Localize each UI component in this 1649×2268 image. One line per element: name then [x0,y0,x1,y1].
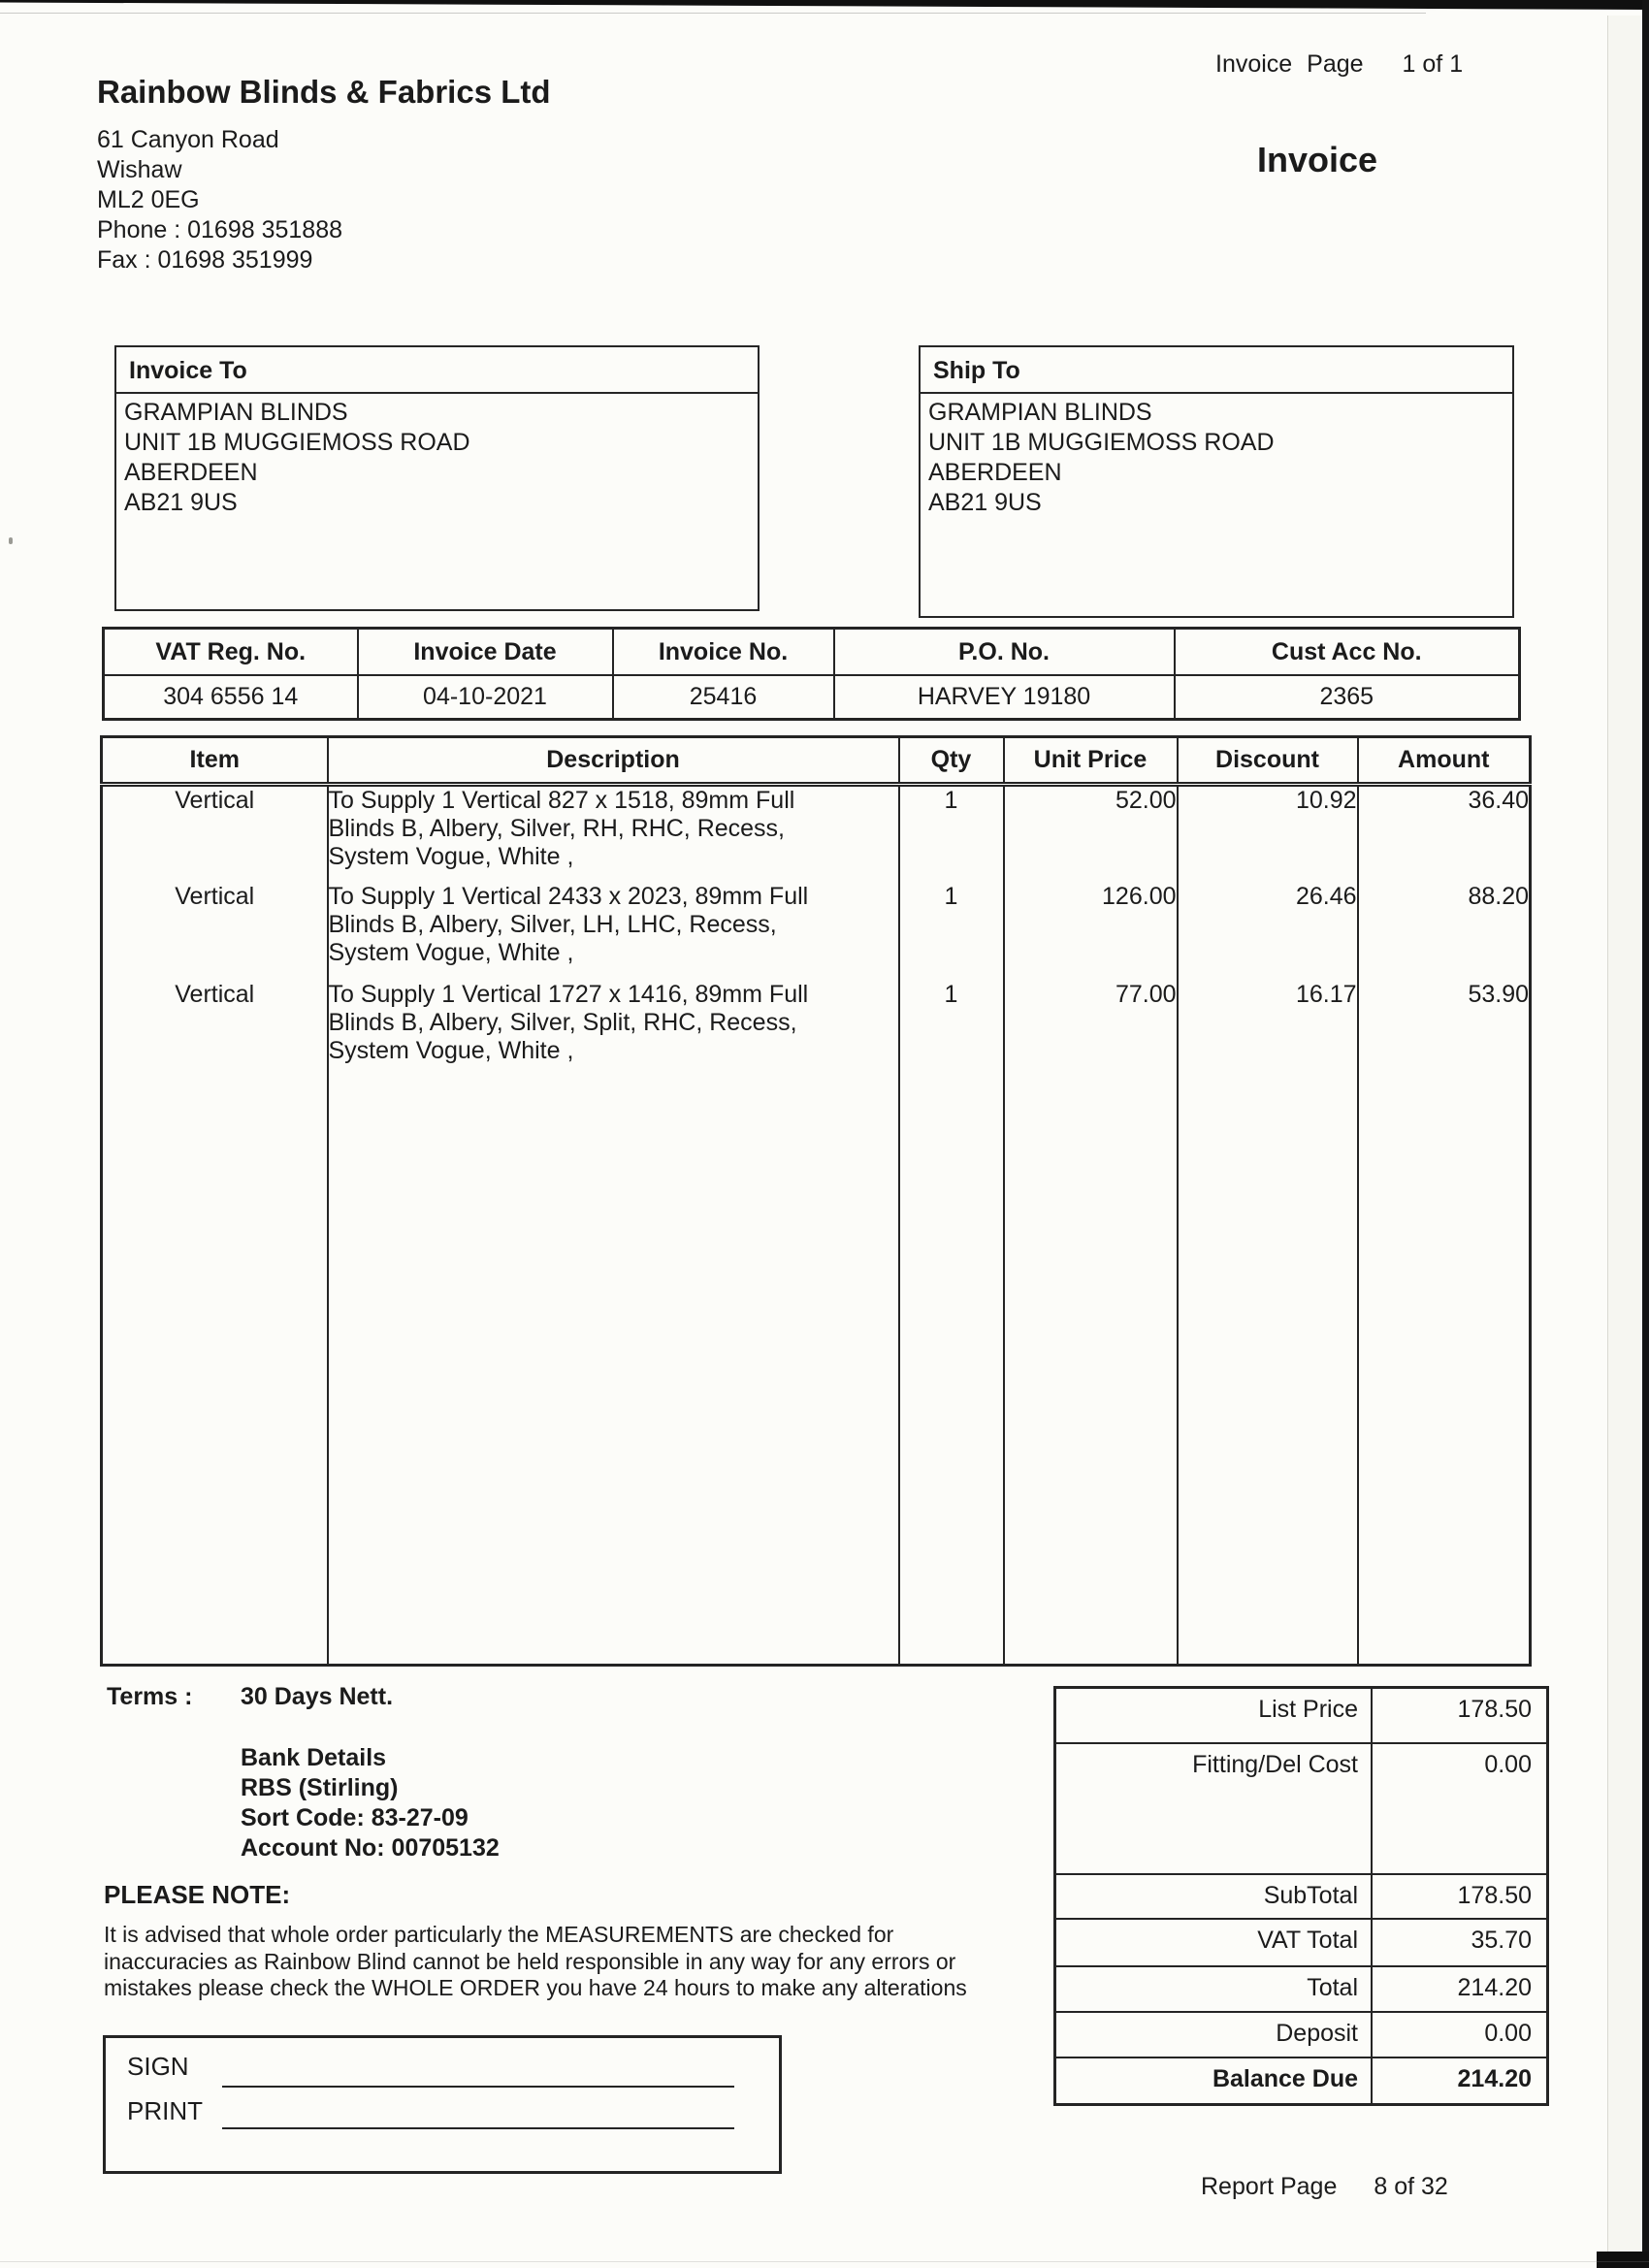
invoice-to-address [116,394,758,518]
company-address-line: ML2 0EG [97,186,200,213]
item-description: To Supply 1 Vertical 2433 x 2023, 89mm Full Blinds B, Albery, Silver, LH, LHC, Recess, System Vogue, White , [328,883,899,981]
invoice-to-box [114,345,760,611]
invoice-to-line: AB21 9US [124,489,238,516]
totals-value: 35.70 [1372,1919,1548,1966]
meta-value-invoice-no: 25416 [613,675,834,720]
meta-value-cust-acc: 2365 [1175,675,1520,720]
items-header-discount: Discount [1178,737,1358,785]
disclaimer-line: inaccuracies as Rainbow Blind cannot be held responsible in any way for any errors or [104,1948,956,1974]
totals-label: VAT Total [1055,1919,1373,1966]
ship-to-box [919,345,1514,618]
item-type: Vertical [102,883,328,981]
totals-label: Deposit [1055,2012,1373,2057]
sign-line [222,2086,734,2088]
totals-table [1053,1686,1549,2106]
table-row [102,785,1531,883]
item-amount: 53.90 [1468,980,1529,1008]
item-discount: 10.92 [1178,785,1358,883]
items-header-amount: Amount [1358,737,1531,785]
item-unit-price: 52.00 [1004,785,1178,883]
ship-to-line: AB21 9US [928,489,1042,516]
ship-to-line: ABERDEEN [928,459,1062,486]
items-header-unit-price: Unit Price [1004,737,1178,785]
ship-to-line: GRAMPIAN BLINDS [928,399,1152,426]
invoice-page-value: 1 of 1 [1402,50,1464,78]
scan-artifact-right-strip [1608,16,1642,2268]
meta-value-invoice-date: 04-10-2021 [358,675,613,720]
item-unit-price: 77.00 [1004,981,1178,1079]
company-address-line: Wishaw [97,156,182,183]
scan-artifact-top-edge [0,0,1649,10]
bank-sort-code: Sort Code: 83-27-09 [241,1804,469,1831]
totals-row-fitting-del-cost [1055,1743,1548,1874]
invoice-page-label: Invoice Page [1215,50,1364,78]
table-filler-cell [1004,1079,1178,1666]
item-type: Vertical [102,981,328,1079]
invoice-to-line: GRAMPIAN BLINDS [124,399,348,426]
item-unit-price: 126.00 [1004,883,1178,981]
item-description: To Supply 1 Vertical 1727 x 1416, 89mm Full Blinds B, Albery, Silver, Split, RHC, Recess, System Vogue, White , [328,981,899,1079]
totals-label: SubTotal [1055,1874,1373,1919]
table-filler-cell [1178,1079,1358,1666]
disclaimer-line: mistakes please check the WHOLE ORDER you have 24 hours to make any alterations [104,1975,967,2000]
items-header-qty: Qty [899,737,1004,785]
ship-to-line: UNIT 1B MUGGIEMOSS ROAD [928,429,1275,456]
item-amount: 88.20 [1468,882,1529,910]
terms-label: Terms : [107,1683,193,1710]
bank-name: RBS (Stirling) [241,1774,399,1801]
invoice-to-line: ABERDEEN [124,459,258,486]
meta-header-invoice-no: Invoice No. [613,629,834,676]
please-note-heading: PLEASE NOTE: [104,1880,291,1909]
item-discount: 26.46 [1178,883,1358,981]
item-type: Vertical [102,785,328,883]
meta-header-row [104,629,1520,676]
ship-to-address [921,394,1512,518]
items-header-item: Item [102,737,328,785]
sign-label: SIGN [127,2052,189,2081]
invoice-to-line: UNIT 1B MUGGIEMOSS ROAD [124,429,470,456]
document-title: Invoice [1257,140,1378,179]
table-filler-cell [328,1079,899,1666]
totals-label: Fitting/Del Cost [1055,1743,1373,1874]
disclaimer-line: It is advised that whole order particularly the MEASUREMENTS are checked for [104,1922,894,1947]
meta-value-po-no: HARVEY 19180 [834,675,1175,720]
item-description: To Supply 1 Vertical 827 x 1518, 89mm Full Blinds B, Albery, Silver, RH, RHC, Recess, System Vogue, White , [328,785,899,883]
meta-header-cust-acc: Cust Acc No. [1175,629,1520,676]
item-qty: 1 [899,883,1004,981]
totals-row-list-price [1055,1688,1548,1744]
bank-details [241,1743,500,1863]
meta-header-vat-reg: VAT Reg. No. [104,629,358,676]
company-name: Rainbow Blinds & Fabrics Ltd [97,74,551,110]
report-page-label: Report Page [1201,2173,1338,2200]
item-qty: 1 [899,785,1004,883]
totals-row-vat-total [1055,1919,1548,1966]
totals-label: Balance Due [1055,2057,1373,2105]
table-filler-cell [1358,1079,1531,1666]
scan-artifact-bottom-line [0,2261,1649,2262]
table-row [102,981,1531,1079]
table-filler-cell [102,1079,328,1666]
company-fax: Fax : 01698 351999 [97,246,313,274]
table-filler-cell [899,1079,1004,1666]
scan-artifact-speck [9,537,13,544]
report-page-value: 8 of 32 [1374,2173,1448,2200]
totals-value: 214.20 [1372,2057,1548,2105]
totals-row-deposit [1055,2012,1548,2057]
scan-artifact-top-line [0,13,1426,14]
invoice-page-indicator [1215,50,1463,79]
print-line [222,2127,734,2129]
totals-value: 0.00 [1372,2012,1548,2057]
totals-label: List Price [1055,1688,1373,1744]
scan-artifact-paper-edge [1607,16,1608,2268]
totals-label: Total [1055,1966,1373,2012]
table-row [102,883,1531,981]
meta-value-vat-reg: 304 6556 14 [104,675,358,720]
scan-artifact-corner-mark [1597,2252,1649,2268]
totals-value: 178.50 [1372,1874,1548,1919]
totals-row-total [1055,1966,1548,2012]
item-qty: 1 [899,981,1004,1079]
item-discount: 16.17 [1178,981,1358,1079]
signature-box [103,2035,782,2174]
scan-artifact-right-edge [1642,0,1649,2268]
meta-value-row [104,675,1520,720]
items-header-description: Description [328,737,899,785]
company-address-line: 61 Canyon Road [97,126,279,153]
company-phone: Phone : 01698 351888 [97,216,343,243]
invoice-to-label: Invoice To [116,347,758,394]
item-amount: 36.40 [1468,787,1529,814]
company-address [97,125,342,275]
bank-details-heading: Bank Details [241,1744,387,1771]
disclaimer-note [104,1922,967,2002]
totals-row-subtotal [1055,1874,1548,1919]
bank-account-no: Account No: 00705132 [241,1834,500,1862]
terms-value: 30 Days Nett. [241,1683,394,1710]
totals-value: 214.20 [1372,1966,1548,2012]
totals-value: 178.50 [1372,1688,1548,1744]
table-filler-row [102,1079,1531,1666]
report-page-indicator [1201,2173,1448,2201]
totals-value: 0.00 [1372,1743,1548,1874]
ship-to-label: Ship To [921,347,1512,394]
items-header-row [102,737,1531,785]
totals-row-balance-due [1055,2057,1548,2105]
line-items-table [100,735,1532,1667]
invoice-meta-table [102,627,1521,721]
print-label: PRINT [127,2096,203,2125]
meta-header-po-no: P.O. No. [834,629,1175,676]
meta-header-invoice-date: Invoice Date [358,629,613,676]
